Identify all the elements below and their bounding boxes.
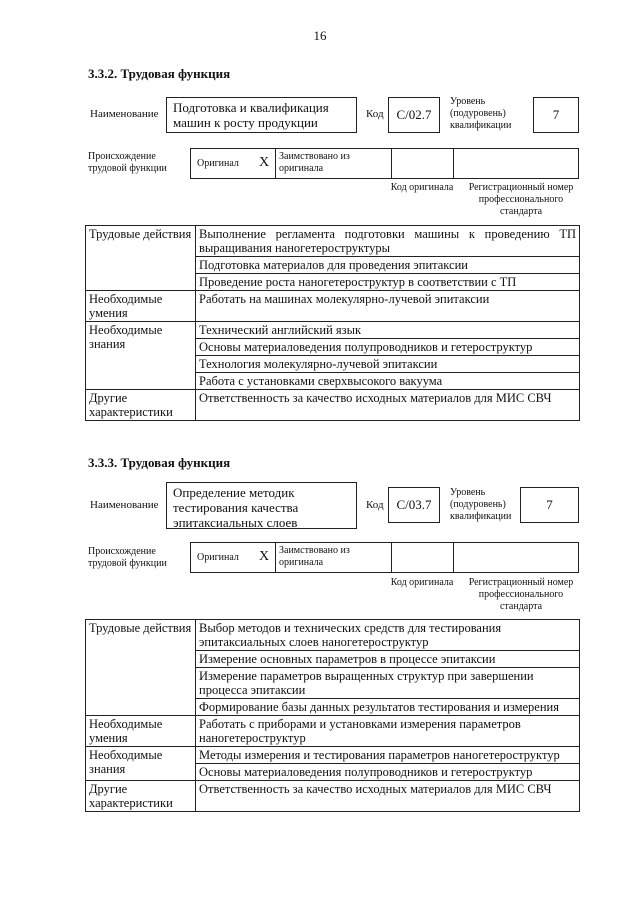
level-value: 7: [533, 97, 579, 133]
table-cell: Технический английский язык: [196, 322, 580, 339]
row-label: Необходимые умения: [86, 716, 196, 747]
name-label: Наименование: [90, 499, 159, 511]
table-row: [86, 747, 580, 764]
table-cell: Основы материаловедения полупроводников и гетероструктур: [196, 764, 580, 781]
section-title: 3.3.3. Трудовая функция: [88, 455, 231, 470]
name-label: Наименование: [90, 108, 159, 120]
table-row: [86, 620, 580, 651]
origin-label: Происхождение трудовой функции: [88, 546, 167, 569]
original-label: Оригинал: [197, 552, 239, 563]
borrowed-label: Заимствовано из оригинала: [279, 545, 350, 568]
row-label: Необходимые знания: [86, 322, 196, 390]
function-code: C/02.7: [388, 97, 440, 133]
work-table: [85, 225, 580, 421]
level-value: 7: [520, 487, 579, 523]
row-label: Другие характеристики: [86, 390, 196, 421]
work-table: [85, 619, 580, 812]
table-row: [86, 226, 580, 257]
reg-number-label: Регистрационный номер профессионального стандарта: [468, 577, 574, 612]
table-cell: Основы материаловедения полупроводников и гетероструктур: [196, 339, 580, 356]
page-number: 16: [313, 28, 327, 43]
level-label: Уровень (подуровень) квалификации: [450, 487, 512, 522]
section-title: 3.3.2. Трудовая функция: [88, 66, 231, 81]
original-mark: X: [259, 155, 270, 170]
function-name: Подготовка и квалификация машин к росту продукции: [166, 97, 357, 133]
table-cell: Формирование базы данных результатов тестирования и измерения: [196, 699, 580, 716]
origin-label: Происхождение трудовой функции: [88, 151, 167, 174]
code-label: Код: [366, 108, 384, 120]
table-row: [86, 322, 580, 339]
original-mark: X: [259, 549, 270, 564]
original-label: Оригинал: [197, 158, 239, 169]
function-name: Определение методик тестирования качества эпитаксиальных слоев: [166, 482, 357, 529]
table-cell: Методы измерения и тестирования параметров наногетероструктур: [196, 747, 580, 764]
table-cell: Выбор методов и технических средств для тестирования эпитаксиальных слоев наногетероструктур: [196, 620, 580, 651]
code-label: Код: [366, 499, 384, 511]
function-code: C/03.7: [388, 487, 440, 523]
code-original-label: Код оригинала: [390, 182, 454, 193]
borrowed-label: Заимствовано из оригинала: [279, 151, 350, 174]
level-label: Уровень (подуровень) квалификации: [450, 96, 512, 131]
table-cell: Работать с приборами и установками измерения параметров наногетероструктур: [196, 716, 580, 747]
table-cell: Ответственность за качество исходных материалов для МИС СВЧ: [196, 390, 580, 421]
row-label: Другие характеристики: [86, 781, 196, 812]
row-label: Необходимые знания: [86, 747, 196, 781]
table-row: [86, 291, 580, 322]
table-cell: Работа с установками сверхвысокого вакуума: [196, 373, 580, 390]
table-cell: Измерение параметров выращенных структур при завершении процесса эпитаксии: [196, 668, 580, 699]
table-cell: Работать на машинах молекулярно-лучевой эпитаксии: [196, 291, 580, 322]
origin-table: [190, 542, 579, 573]
row-label: Необходимые умения: [86, 291, 196, 322]
table-cell: Ответственность за качество исходных материалов для МИС СВЧ: [196, 781, 580, 812]
table-cell: Подготовка материалов для проведения эпитаксии: [196, 257, 580, 274]
table-row: [86, 716, 580, 747]
table-row: [86, 781, 580, 812]
origin-table: [190, 148, 579, 179]
table-cell: Измерение основных параметров в процессе эпитаксии: [196, 651, 580, 668]
row-label: Трудовые действия: [86, 226, 196, 291]
table-cell: Проведение роста наногетероструктур в соответствии с ТП: [196, 274, 580, 291]
row-label: Трудовые действия: [86, 620, 196, 716]
reg-number-label: Регистрационный номер профессионального стандарта: [468, 182, 574, 217]
table-row: [86, 390, 580, 421]
code-original-label: Код оригинала: [390, 577, 454, 588]
table-cell: Технология молекулярно-лучевой эпитаксии: [196, 356, 580, 373]
table-cell: Выполнение регламента подготовки машины к проведению ТП выращивания наногетероструктуры: [196, 226, 580, 257]
